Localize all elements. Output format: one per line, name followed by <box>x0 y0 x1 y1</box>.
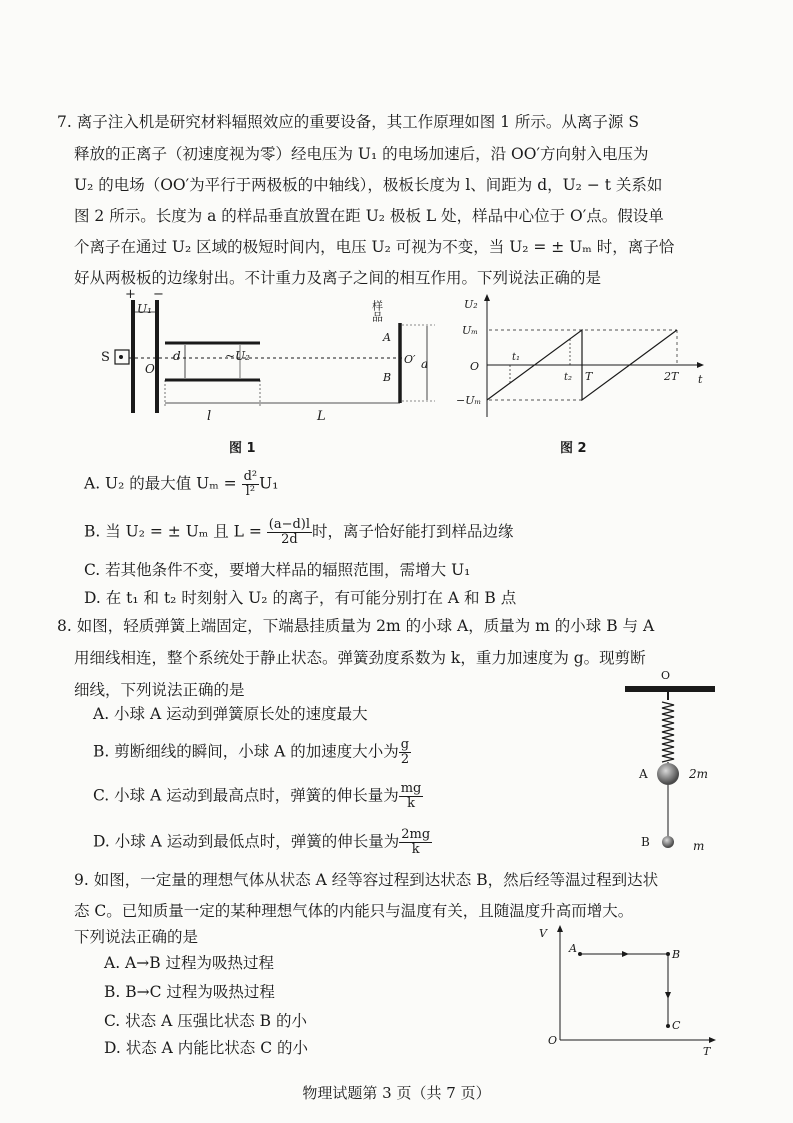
t-axis-label: T <box>703 1045 711 1057</box>
q9-option-b: B. B→C 过程为吸热过程 <box>104 983 275 1001</box>
q7-option-b: B. 当 U₂ = ± Uₘ 且 L = $\frac{(a-d)l}{2d}$ 时，离子恰好能打到样品边缘 <box>84 517 514 547</box>
figure-1-ion-implanter <box>95 288 450 423</box>
point-a-label: A <box>383 331 391 344</box>
2T-label: 2T <box>664 370 679 383</box>
state-b-label: B <box>672 948 681 961</box>
y-axis-label: U₂ <box>464 298 478 311</box>
q8-line-1: 8. 如图，轻质弹簧上端固定，下端悬挂质量为 2m 的小球 A，质量为 m 的小球 B 与 A <box>57 617 655 635</box>
figure-2-caption: 图 2 <box>560 441 587 456</box>
u1-label: U₁ <box>137 302 152 316</box>
q9-line-2: 态 C。已知质量一定的某种理想气体的内能只与温度有关，且随温度升高而增大。 <box>74 902 634 920</box>
ball-a-label: A <box>639 767 648 781</box>
q7-line-6: 好从两极板的边缘射出。不计重力及离子之间的相互作用。下列说法正确的是 <box>74 269 602 287</box>
minus-label: − <box>153 288 164 302</box>
state-c-label: C <box>672 1019 681 1032</box>
a-label: a <box>421 357 429 371</box>
q7-option-c: C. 若其他条件不变，要增大样品的辐照范围，需增大 U₁ <box>84 561 471 579</box>
q7-line-3: U₂ 的电场（OO′为平行于两极板的中轴线），极板长度为 l、间距为 d，U₂ − t 关系如 <box>74 176 663 194</box>
q7-line-4: 图 2 所示。长度为 a 的样品垂直放置在距 U₂ 极板 L 处，样品中心位于 O′点。假设单 <box>74 207 664 225</box>
q9-line-1: 9. 如图，一定量的理想气体从状态 A 经等容过程到达状态 B，然后经等温过程到达状 <box>74 871 659 889</box>
v-axis-label: V <box>539 927 547 940</box>
q8-option-c: C. 小球 A 运动到最高点时，弹簧的伸长量为 $\frac{mg}{k}$ <box>93 781 422 811</box>
source-s-label: S <box>101 350 110 365</box>
q9-option-c: C. 状态 A 压强比状态 B 的小 <box>104 1012 307 1030</box>
figure-1-caption: 图 1 <box>229 441 256 456</box>
u2-label: ~U₂ <box>225 349 250 363</box>
figure-spring-balls <box>615 668 725 863</box>
page-footer: 物理试题第 3 页（共 7 页） <box>302 1084 491 1102</box>
q7-line-5: 个离子在通过 U₂ 区域的极短时间内，电压 U₂ 可视为不变，当 U₂ = ± Uₘ 时，离子恰 <box>74 238 675 256</box>
q8-option-b: B. 剪断细线的瞬间，小球 A 的加速度大小为 $\frac{g}{2}$ <box>93 737 410 767</box>
origin-label: O <box>470 360 480 373</box>
x-axis-label: t <box>698 373 703 386</box>
o-prime-label: O′ <box>404 353 416 366</box>
pivot-o-label: O <box>661 669 671 682</box>
q7-line-2: 释放的正离子（初速度视为零）经电压为 U₁ 的电场加速后，沿 OO′方向射入电压为 <box>74 145 649 163</box>
ball-b-label: B <box>641 835 650 849</box>
q8-option-a: A. 小球 A 运动到弹簧原长处的速度最大 <box>93 705 368 723</box>
ball-a-icon <box>657 763 679 785</box>
neg-um-label: −Uₘ <box>456 394 482 407</box>
l-label: l <box>207 409 212 423</box>
q9-option-d: D. 状态 A 内能比状态 C 的小 <box>104 1039 308 1057</box>
o-label: O <box>145 362 155 376</box>
sample-label: 样品 <box>370 300 384 322</box>
q7-option-a: A. U₂ 的最大值 Uₘ = $\frac{\text{d²}}{\text{l²}}$ U₁ <box>84 469 279 499</box>
q9-line-3: 下列说法正确的是 <box>74 928 199 946</box>
q8-line-2: 用细线相连，整个系统处于静止状态。弹簧劲度系数为 k，重力加速度为 g。现剪断 <box>74 649 646 667</box>
L-label: L <box>317 409 326 423</box>
d-label: d <box>173 349 181 363</box>
figure-v-t-graph <box>535 922 720 1057</box>
point-b-label: B <box>383 371 392 384</box>
origin-label: O <box>548 1034 558 1047</box>
q9-option-a: A. A→B 过程为吸热过程 <box>104 954 275 972</box>
t2-label: t₂ <box>564 372 573 383</box>
T-label: T <box>585 370 593 383</box>
state-a-label: A <box>569 942 577 955</box>
figure-2-u2-t-graph <box>452 292 707 422</box>
q7-option-d: D. 在 t₁ 和 t₂ 时刻射入 U₂ 的离子，有可能分别打在 A 和 B 点 <box>84 589 517 607</box>
ball-a-mass: 2m <box>689 767 709 781</box>
plus-label: + <box>125 288 136 302</box>
t1-label: t₁ <box>512 352 521 363</box>
um-label: Uₘ <box>462 324 479 337</box>
q8-option-d: D. 小球 A 运动到最低点时，弹簧的伸长量为 $\frac{2mg}{k}$ <box>93 827 431 857</box>
q8-line-3: 细线，下列说法正确的是 <box>74 681 245 699</box>
ball-b-icon <box>662 836 674 848</box>
q7-line-1: 7. 离子注入机是研究材料辐照效应的重要设备，其工作原理如图 1 所示。从离子源 S <box>57 113 639 131</box>
ball-b-mass: m <box>693 839 705 853</box>
